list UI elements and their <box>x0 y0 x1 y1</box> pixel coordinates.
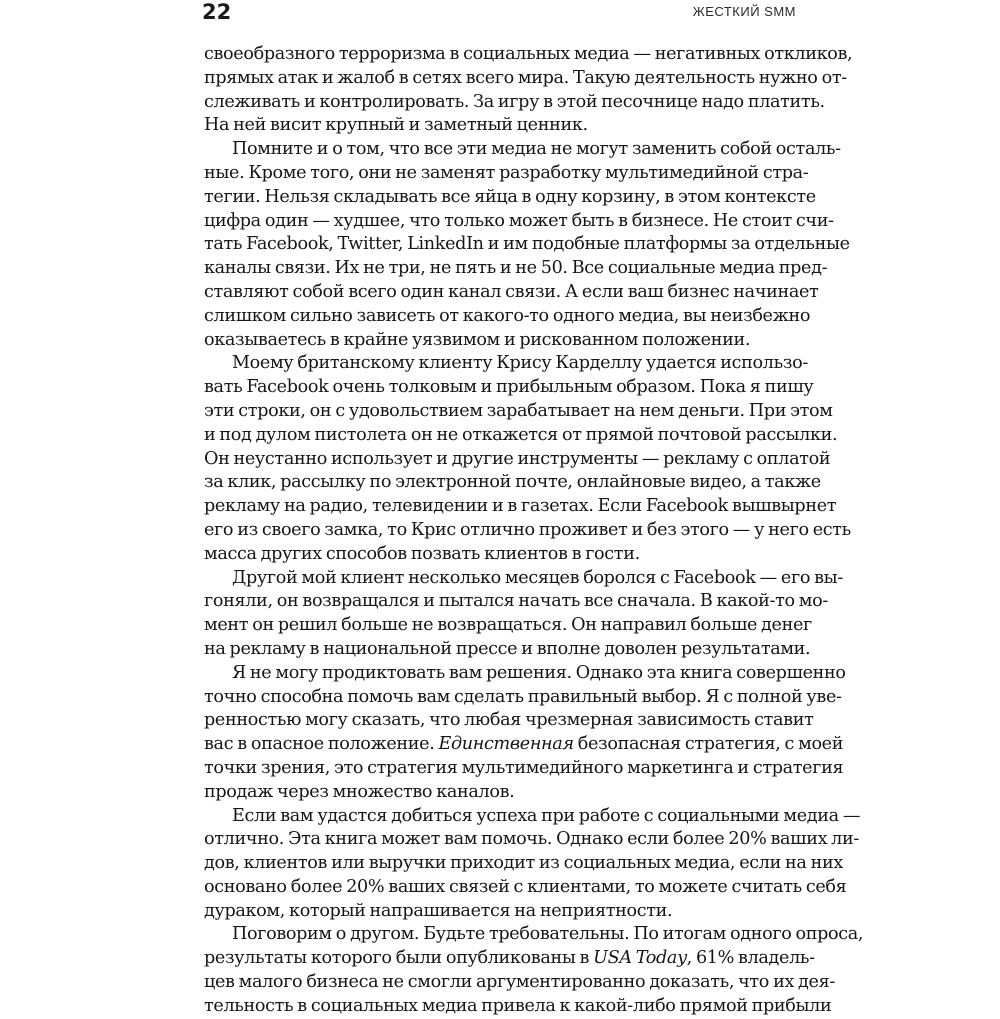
text-line: тать Facebook, Twitter, LinkedIn и им подобные платформы за отдельные <box>204 234 850 255</box>
emphasis: Единственная <box>438 734 574 755</box>
page-header <box>0 0 1000 30</box>
text-line: продаж через множество каналов. <box>204 781 515 802</box>
paragraph <box>204 43 853 138</box>
text-line: эти строки, он с удовольствием зарабатывает на нем деньги. При этом <box>204 400 833 421</box>
text-line: дов, клиентов или выручки приходит из социальных медиа, если на них <box>204 853 843 874</box>
text-line: Я не могу продиктовать вам решения. Однако эта книга совершенно <box>232 662 846 683</box>
text-line: Помните и о том, что все эти медиа не могут заменить собой осталь- <box>232 139 841 160</box>
text-line: ные. Кроме того, они не заменят разработку мультимедийной стра- <box>204 162 809 183</box>
text-line: тегии. Нельзя складывать все яйца в одну корзину, в этом контексте <box>204 186 816 207</box>
text-line: вать Facebook очень толковым и прибыльным образом. Пока я пишу <box>204 377 814 398</box>
text-line: и под дулом пистолета он не откажется от прямой почтовой рассылки. <box>204 424 838 445</box>
text-line: своеобразного терроризма в социальных медиа — негативных откликов, <box>204 44 853 64</box>
text-line: Моему британскому клиенту Крису Карделлу удается использо- <box>232 353 808 374</box>
paragraph <box>204 805 861 924</box>
text-line: На ней висит крупный и заметный ценник. <box>204 115 588 136</box>
body-text <box>204 43 864 1019</box>
text-line: слеживать и контролировать. За игру в этой песочнице надо платить. <box>204 91 825 112</box>
text-line: отлично. Эта книга может вам помочь. Однако если более 20% ваших ли- <box>204 829 859 850</box>
text-line: результаты которого были опубликованы в USA Today, 61% владель- <box>204 948 815 969</box>
page-number: 22 <box>202 0 232 24</box>
text-line: точки зрения, это стратегия мультимедийного маркетинга и стратегия <box>204 757 844 778</box>
text-line: оказываетесь в крайне уязвимом и рискованном положении. <box>204 329 751 350</box>
text-line: гоняли, он возвращался и пытался начать все сначала. В какой-то мо- <box>204 591 828 612</box>
paragraph <box>204 352 851 566</box>
text-line: масса других способов позвать клиентов в гости. <box>204 543 640 564</box>
paragraph <box>204 138 850 352</box>
text-line: на рекламу в национальной прессе и вполне доволен результатами. <box>204 638 811 659</box>
text-line: ставляют собой всего один канал связи. А если ваш бизнес начинает <box>204 281 819 302</box>
text-line: Поговорим о другом. Будьте требовательны. По итогам одного опроса, <box>232 924 864 945</box>
text-line: дураком, который напрашивается на неприятности. <box>204 900 673 921</box>
text-line: рекламу на радио, телевидении и в газетах. Если Facebook вышвырнет <box>204 496 837 517</box>
text-line: ренностью могу сказать, что любая чрезмерная зависимость ставит <box>204 710 814 731</box>
running-head: ЖЕСТКИЙ SMM <box>692 4 796 19</box>
paragraph <box>204 662 846 805</box>
text-line: вас в опасное положение. Единственная безопасная стратегия, с моей <box>204 734 844 755</box>
text-line: тельность в социальных медиа привела к какой-либо прямой прибыли <box>204 995 832 1016</box>
text-line: прямых атак и жалоб в сетях всего мира. Такую деятельность нужно от- <box>204 67 847 88</box>
text-line: слишком сильно зависеть от какого-то одного медиа, вы неизбежно <box>204 305 811 326</box>
text-line: Если вам удастся добиться успеха при работе с социальными медиа — <box>232 805 861 826</box>
paragraph <box>204 567 843 662</box>
text-line: каналы связи. Их не три, не пять и не 50. Все социальные медиа пред- <box>204 258 828 279</box>
text-line: за клик, рассылку по электронной почте, онлайновые видео, а также <box>204 472 821 493</box>
text-line: цифра один — худшее, что только может быть в бизнесе. Не стоит счи- <box>204 210 834 231</box>
text-line: мент он решил больше не возвращаться. Он направил больше денег <box>204 615 812 636</box>
text-line: Другой мой клиент несколько месяцев боролся с Facebook — его вы- <box>232 567 843 588</box>
text-line: точно способна помочь вам сделать правильный выбор. Я с полной уве- <box>204 686 842 707</box>
text-line: его из своего замка, то Крис отлично проживет и без этого — у него есть <box>204 519 851 540</box>
text-line: цев малого бизнеса не смогли аргументированно доказать, что их дея- <box>204 972 835 993</box>
text-line: Он неустанно использует и другие инструменты — рекламу с оплатой <box>204 448 831 469</box>
paragraph <box>204 923 864 1018</box>
text-line: основано более 20% ваших связей с клиентами, то можете считать себя <box>204 876 847 897</box>
emphasis: USA Today <box>593 948 687 969</box>
